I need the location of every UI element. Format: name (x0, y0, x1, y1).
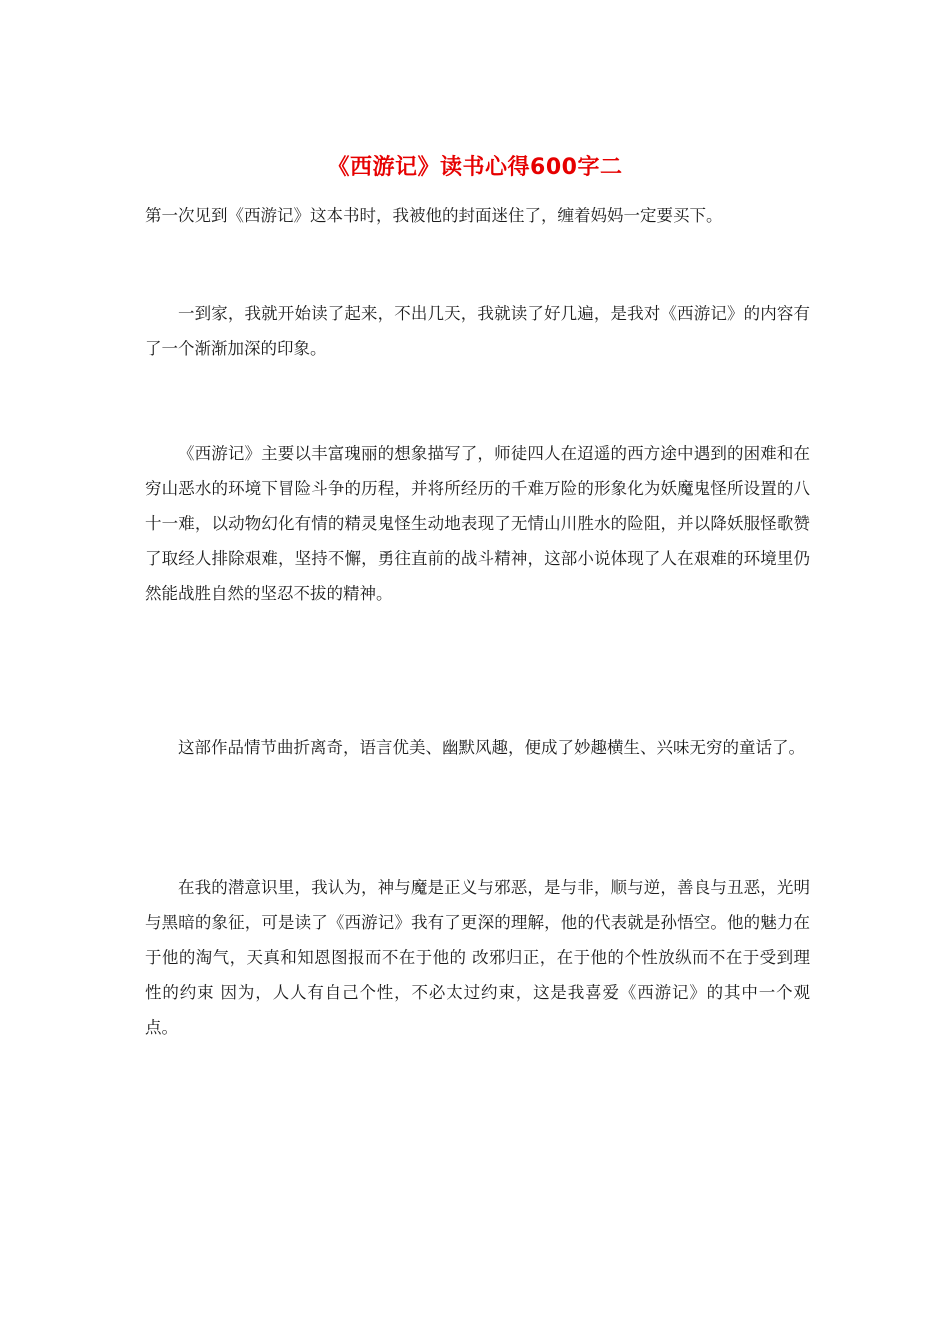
paragraph-5: 在我的潜意识里，我认为，神与魔是正义与邪恶，是与非，顺与逆，善良与丑恶，光明与黑暗的象征，可是读了《西游记》我有了更深的理解，他的代表就是孙悟空。他的魅力在于他的淘气，天真和知恩图报而不在于他的 改邪归正，在于他的个性放纵而不在于受到理性的约束 因为，人人有自己个性，不必太过约束，这是我喜爱《西游记》的其中一个观点。 (145, 878, 810, 1037)
paragraph-3: 《西游记》主要以丰富瑰丽的想象描写了，师徒四人在迢遥的西方途中遇到的困难和在穷山恶水的环境下冒险斗争的历程，并将所经历的千难万险的形象化为妖魔鬼怪所设置的八十一难，以动物幻化有情的精灵鬼怪生动地表现了无情山川胜水的险阻，并以降妖服怪歌赞了取经人排除艰难，坚持不懈，勇往直前的战斗精神，这部小说体现了人在艰难的环境里仍然能战胜自然的坚忍不拔的精神。 (145, 444, 810, 603)
paragraph-2: 一到家，我就开始读了起来，不出几天，我就读了好几遍，是我对《西游记》的内容有了一个渐渐加深的印象。 (145, 304, 810, 358)
document-title: 《西游记》读书心得600字二 (327, 155, 623, 180)
paragraph-1: 第一次见到《西游记》这本书时，我被他的封面迷住了，缠着妈妈一定要买下。 (145, 206, 723, 225)
paragraph-4: 这部作品情节曲折离奇，语言优美、幽默风趣，便成了妙趣横生、兴味无穷的童话了。 (178, 738, 805, 757)
